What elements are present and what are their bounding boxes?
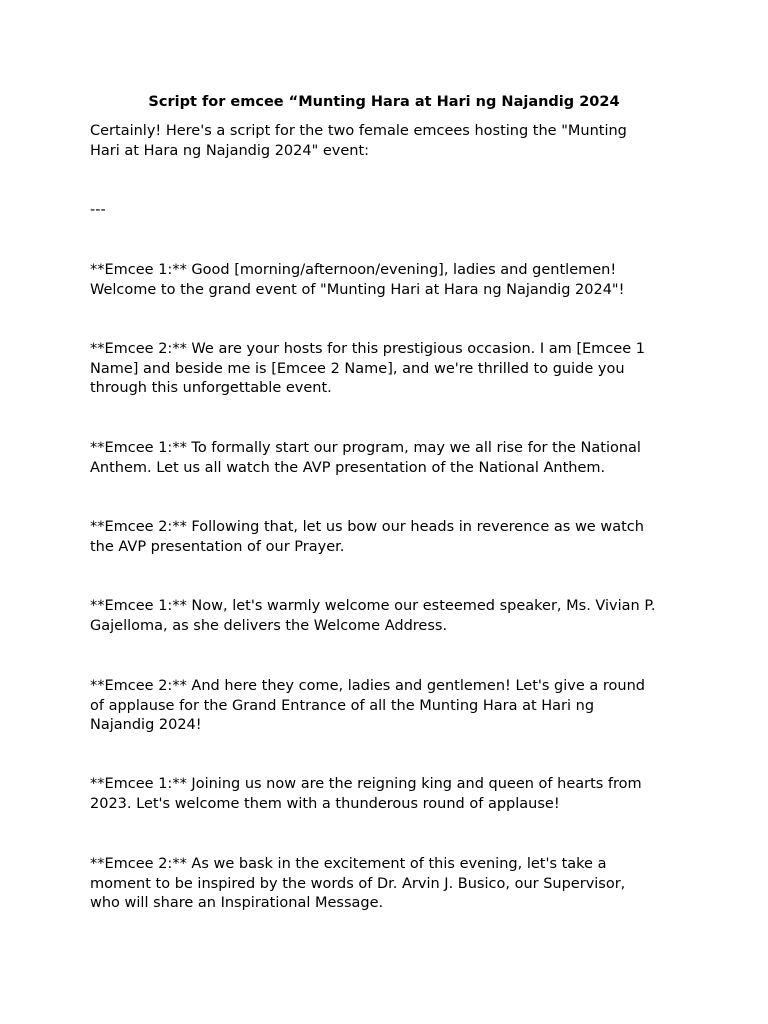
script-paragraph: **Emcee 2:** And here they come, ladies and gentlemen! Let's give a round of applause for the Grand Entrance of all the Munting Hara at Hari ng Najandig 2024!	[90, 678, 645, 734]
script-paragraph: **Emcee 2:** We are your hosts for this prestigious occasion. I am [Emcee 1 Name] and beside me is [Emcee 2 Name], and we're thrilled to guide you through this unforgettable event.	[90, 341, 645, 397]
intro-paragraph: Certainly! Here's a script for the two female emcees hosting the "Munting Hari at Hara ng Najandig 2024" event:	[90, 123, 627, 159]
script-paragraph: **Emcee 1:** Good [morning/afternoon/evening], ladies and gentlemen! Welcome to the grand event of "Munting Hari at Hara ng Najandig 2024"!	[90, 262, 625, 298]
script-paragraph: **Emcee 2:** Following that, let us bow our heads in reverence as we watch the AVP presentation of our Prayer.	[90, 519, 644, 555]
script-paragraph: **Emcee 1:** Joining us now are the reigning king and queen of hearts from 2023. Let's welcome them with a thunderous round of applause!	[90, 776, 642, 812]
script-paragraph: **Emcee 1:** To formally start our program, may we all rise for the National Anthem. Let us all watch the AVP presentation of the National Anthem.	[90, 440, 641, 476]
script-paragraph: **Emcee 1:** Now, let's warmly welcome our esteemed speaker, Ms. Vivian P. Gajelloma, as she delivers the Welcome Address.	[90, 598, 656, 634]
separator-line: ---	[90, 202, 106, 218]
document-title: Script for emcee “Munting Hara at Hari ng Najandig 2024	[148, 94, 620, 110]
script-paragraph: **Emcee 2:** As we bask in the excitement of this evening, let's take a moment to be inspired by the words of Dr. Arvin J. Busico, our Supervisor, who will share an Inspirational Message.	[90, 856, 626, 912]
